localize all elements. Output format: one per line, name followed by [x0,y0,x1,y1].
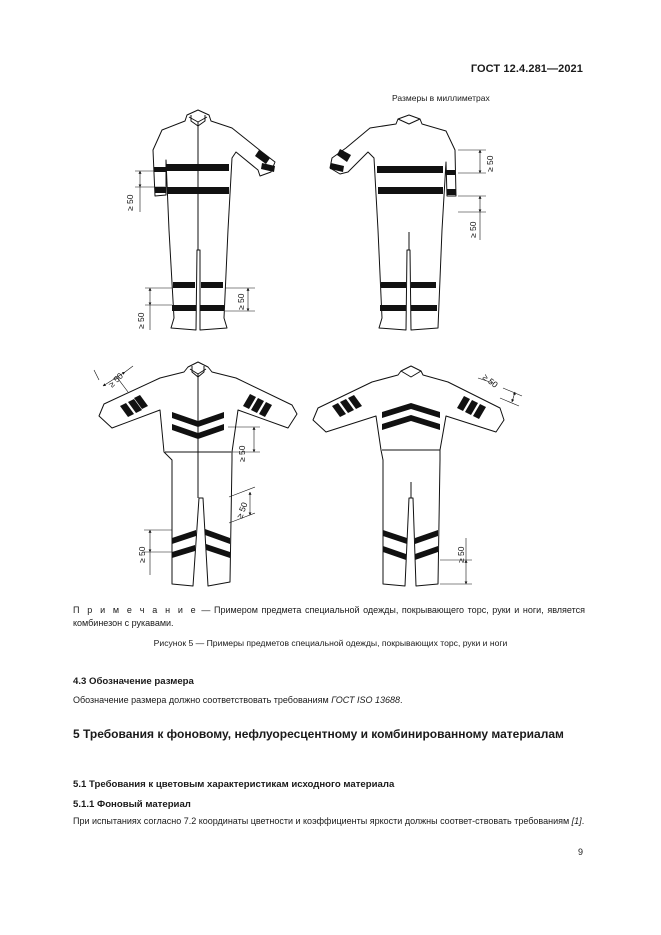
paragraph-text: . [400,695,403,705]
coverall-back-arm-raised [330,115,456,330]
coverall-front-chevron [99,362,297,586]
retroreflective-bands [330,149,456,311]
coverall-back-chevron [313,366,504,586]
figure-caption: Рисунок 5 — Примеры предметов специальной одежды, покрывающих торс, руки и ноги [153,638,508,648]
coverall-front-arm-raised [153,110,275,330]
paragraph-text: При испытаниях согласно 7.2 координаты цветности и коэффициенты яркости должны соответ-ствовать требованиям [73,816,572,826]
paragraph-4-3 [73,694,585,707]
dim-label: ≥ 50 [234,500,250,520]
paragraph-5-1-1 [73,815,585,828]
dim-label: ≥ 50 [136,312,146,329]
dim-label: ≥ 50 [137,546,147,563]
heading-5-1: 5.1 Требования к цветовым характеристикам исходного материала [73,779,395,790]
heading-5-1-1: 5.1.1 Фоновый материал [73,799,191,810]
dim-label: ≥ 50 [125,194,135,211]
note-text: — Примером предмета специальной одежды, покрывающего торс, руки и ноги, является комбинезон с рукавами. [73,605,585,628]
chevron-bands [120,394,272,558]
dim-label: ≥ 50 [485,155,495,172]
dim-label: ≥ 50 [106,370,126,390]
units-note: Размеры в миллиметрах [392,93,490,103]
dim-label: ≥ 50 [456,546,466,563]
dimension-lines [94,150,522,584]
dim-label: ≥ 50 [236,293,246,310]
chevron-bands [332,395,486,560]
bibliography-reference: [1] [571,816,582,826]
dim-label: ≥ 50 [237,445,247,462]
paragraph-text: . [581,816,585,826]
standard-code: ГОСТ 12.4.281—2021 [470,63,583,75]
dimension-labels [106,155,500,563]
standard-reference: ГОСТ ISO 13688 [331,695,401,705]
paragraph-text: Обозначение размера должно соответствовать требованиям [73,695,332,705]
note-label: П р и м е ч а н и е [73,605,198,615]
page-number: 9 [577,847,583,857]
dim-label: ≥ 50 [468,221,478,238]
figure-note [73,604,585,630]
dim-label: ≥ 50 [480,371,500,390]
heading-5: 5 Требования к фоновому, нефлуоресцентному и комбинированному материалам [73,727,564,741]
heading-4-3: 4.3 Обозначение размера [73,676,194,687]
